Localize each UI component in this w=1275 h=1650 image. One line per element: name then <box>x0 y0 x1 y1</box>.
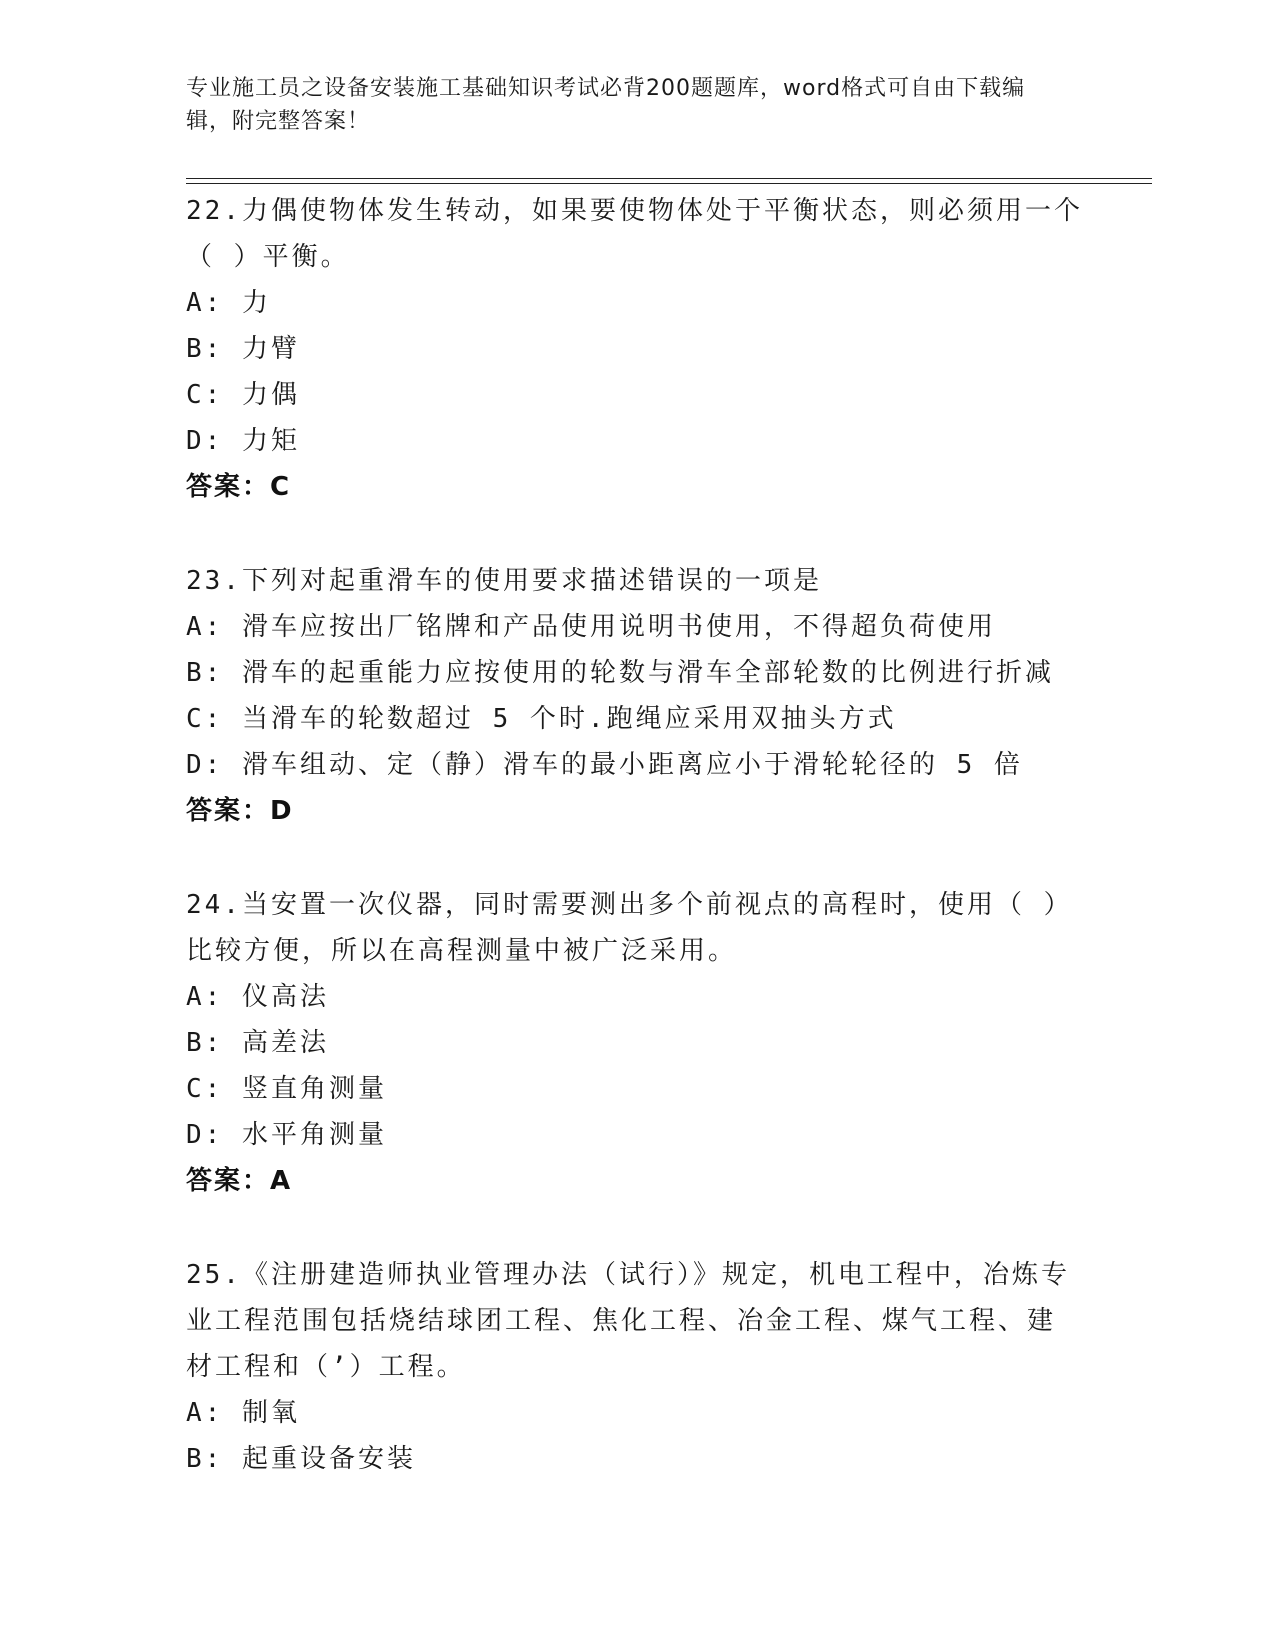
question-stem-line: 22.力偶使物体发生转动，如果要使物体处于平衡状态，则必须用一个 <box>186 196 1083 226</box>
question-stem-line: 24.当安置一次仪器，同时需要测出多个前视点的高程时，使用（ ） <box>186 890 1073 920</box>
header-rule-bottom <box>186 183 1152 184</box>
option-c: C: 当滑车的轮数超过 5 个时.跑绳应采用双抽头方式 <box>186 704 897 734</box>
option-a: A: 制氧 <box>186 1398 300 1428</box>
option-a: A: 仪高法 <box>186 982 329 1012</box>
answer-line: 答案：C <box>186 472 292 502</box>
question-25 <box>186 1252 1086 1482</box>
document-header: 专业施工员之设备安装施工基础知识考试必背200题题库，word格式可自由下载编辑，附完整答案！ <box>186 76 1026 134</box>
answer-line: 答案：A <box>186 1166 293 1196</box>
answer-line: 答案：D <box>186 796 294 826</box>
question-stem-line: 23.下列对起重滑车的使用要求描述错误的一项是 <box>186 566 822 596</box>
question-stem-line: 25.《注册建造师执业管理办法（试行）》规定，机电工程中，冶炼专 <box>186 1260 1070 1290</box>
option-b: B: 力臂 <box>186 334 300 364</box>
question-stem-line: （ ）平衡。 <box>186 242 350 272</box>
option-a: A: 力 <box>186 288 271 318</box>
header-rule-top <box>186 178 1152 179</box>
question-list <box>186 188 1086 1530</box>
question-stem-line: 比较方便，所以在高程测量中被广泛采用。 <box>186 936 738 966</box>
question-22 <box>186 188 1086 510</box>
question-23 <box>186 558 1086 834</box>
option-d: D: 滑车组动、定（静）滑车的最小距离应小于滑轮轮径的 5 倍 <box>186 750 1023 780</box>
option-d: D: 水平角测量 <box>186 1120 387 1150</box>
question-24 <box>186 882 1086 1204</box>
question-stem-line: 业工程范围包括烧结球团工程、焦化工程、冶金工程、煤气工程、建 <box>186 1306 1057 1336</box>
option-b: B: 滑车的起重能力应按使用的轮数与滑车全部轮数的比例进行折减 <box>186 658 1054 688</box>
option-b: B: 高差法 <box>186 1028 329 1058</box>
option-b: B: 起重设备安装 <box>186 1444 416 1474</box>
option-c: C: 竖直角测量 <box>186 1074 387 1104</box>
option-c: C: 力偶 <box>186 380 300 410</box>
option-a: A: 滑车应按出厂铭牌和产品使用说明书使用，不得超负荷使用 <box>186 612 996 642</box>
question-stem-line: 材工程和（’）工程。 <box>186 1352 466 1382</box>
option-d: D: 力矩 <box>186 426 300 456</box>
